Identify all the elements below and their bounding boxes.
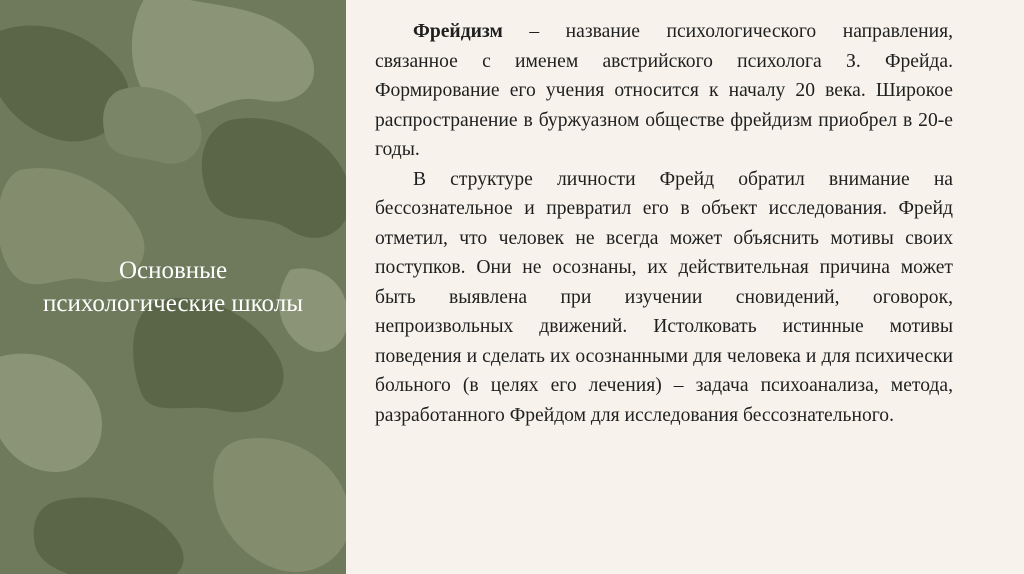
slide-title [0,254,346,320]
paragraph-freudism-definition [375,17,953,165]
slide-title-line-1: Основные [118,257,228,284]
paragraph-1-text: – название психологического направления, связанное с именем австрийского психолога З. Фрейда. Формирование его учения относится к началу 20 века. Широкое распространение в буржуазном обществе фрейдизм приобрел в 20-е годы. [375,21,953,160]
slide-title-line-2: психологические школы [42,290,303,317]
content-text [375,17,953,430]
term-freudism: Фрейдизм [413,21,503,42]
camouflage-panel [0,0,346,574]
paragraph-personality-structure: В структуре личности Фрейд обратил внимание на бессознательное и превратил его в объект исследования. Фрейд отметил, что человек не всегда может объяснить мотивы своих поступков. Они не осознаны, их действительная причина может быть выявлена при изучении сновидений, оговорок, непроизвольных движений. Истолковать истинные мотивы поведения и сделать их осознанными для человека и для психически больного (в целях его лечения) – задача психоанализа, метода, разработанного Фрейдом для исследования бессознательного. [375,168,953,426]
